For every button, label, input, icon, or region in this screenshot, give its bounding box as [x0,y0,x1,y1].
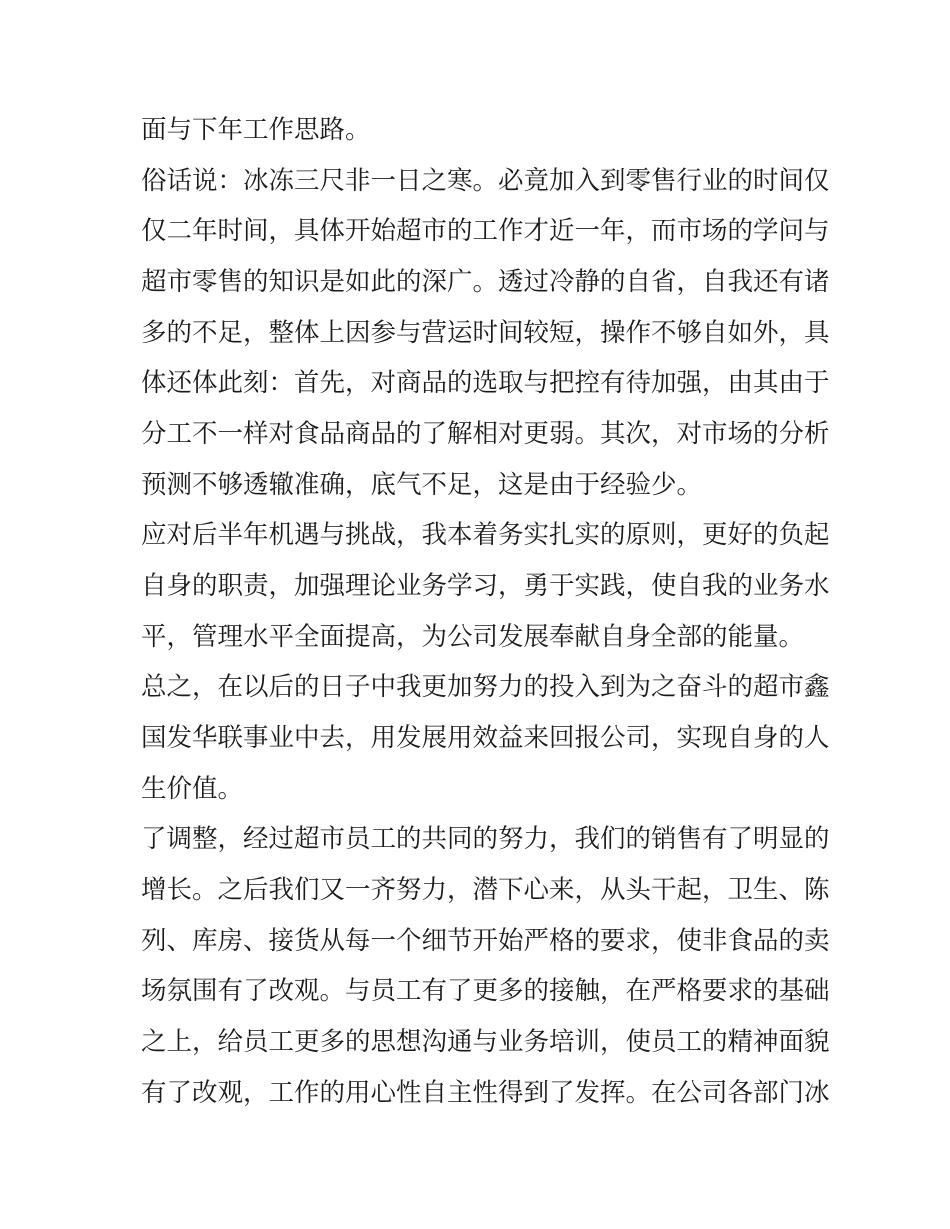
text-line: 生价值。 [141,774,244,804]
text-line: 超市零售的知识是如此的深广。透过冷静的自省，自我还有诸 [141,267,830,297]
text-line: 预测不够透辙准确，底气不足，这是由于经验少。 [141,470,703,500]
text-line: 有了改观，工作的用心性自主性得到了发挥。在公司各部门冰 [141,1078,830,1108]
text-line: 俗话说：冰冻三尺非一日之寒。必竟加入到零售行业的时间仅 [141,166,830,196]
text-line: 国发华联事业中去，用发展用效益来回报公司，实现自身的人 [141,723,830,753]
text-line: 体还体此刻：首先，对商品的选取与把控有待加强，由其由于 [141,368,830,398]
text-line: 面与下年工作思路。 [141,115,371,145]
text-line: 分工不一样对食品商品的了解相对更弱。其次，对市场的分析 [141,419,830,449]
text-line: 之上，给员工更多的思想沟通与业务培训，使员工的精神面貌 [141,1027,830,1057]
text-line: 平，管理水平全面提高，为公司发展奉献自身全部的能量。 [141,622,805,652]
text-line: 仅二年时间，具体开始超市的工作才近一年，而市场的学问与 [141,216,830,246]
text-line: 总之，在以后的日子中我更加努力的投入到为之奋斗的超市鑫 [141,672,830,702]
text-line: 自身的职责，加强理论业务学习，勇于实践，使自我的业务水 [141,571,830,601]
text-line: 多的不足，整体上因参与营运时间较短，操作不够自如外，具 [141,318,830,348]
text-line: 了调整，经过超市员工的共同的努力，我们的销售有了明显的 [141,824,830,854]
text-line: 应对后半年机遇与挑战，我本着务实扎实的原则，更好的负起 [141,520,830,550]
text-line: 增长。之后我们又一齐努力，潜下心来，从头干起，卫生、陈 [141,875,830,905]
text-line: 列、库房、接货从每一个细节开始严格的要求，使非食品的卖 [141,926,830,956]
text-line: 场氛围有了改观。与员工有了更多的接触，在严格要求的基础 [141,976,830,1006]
